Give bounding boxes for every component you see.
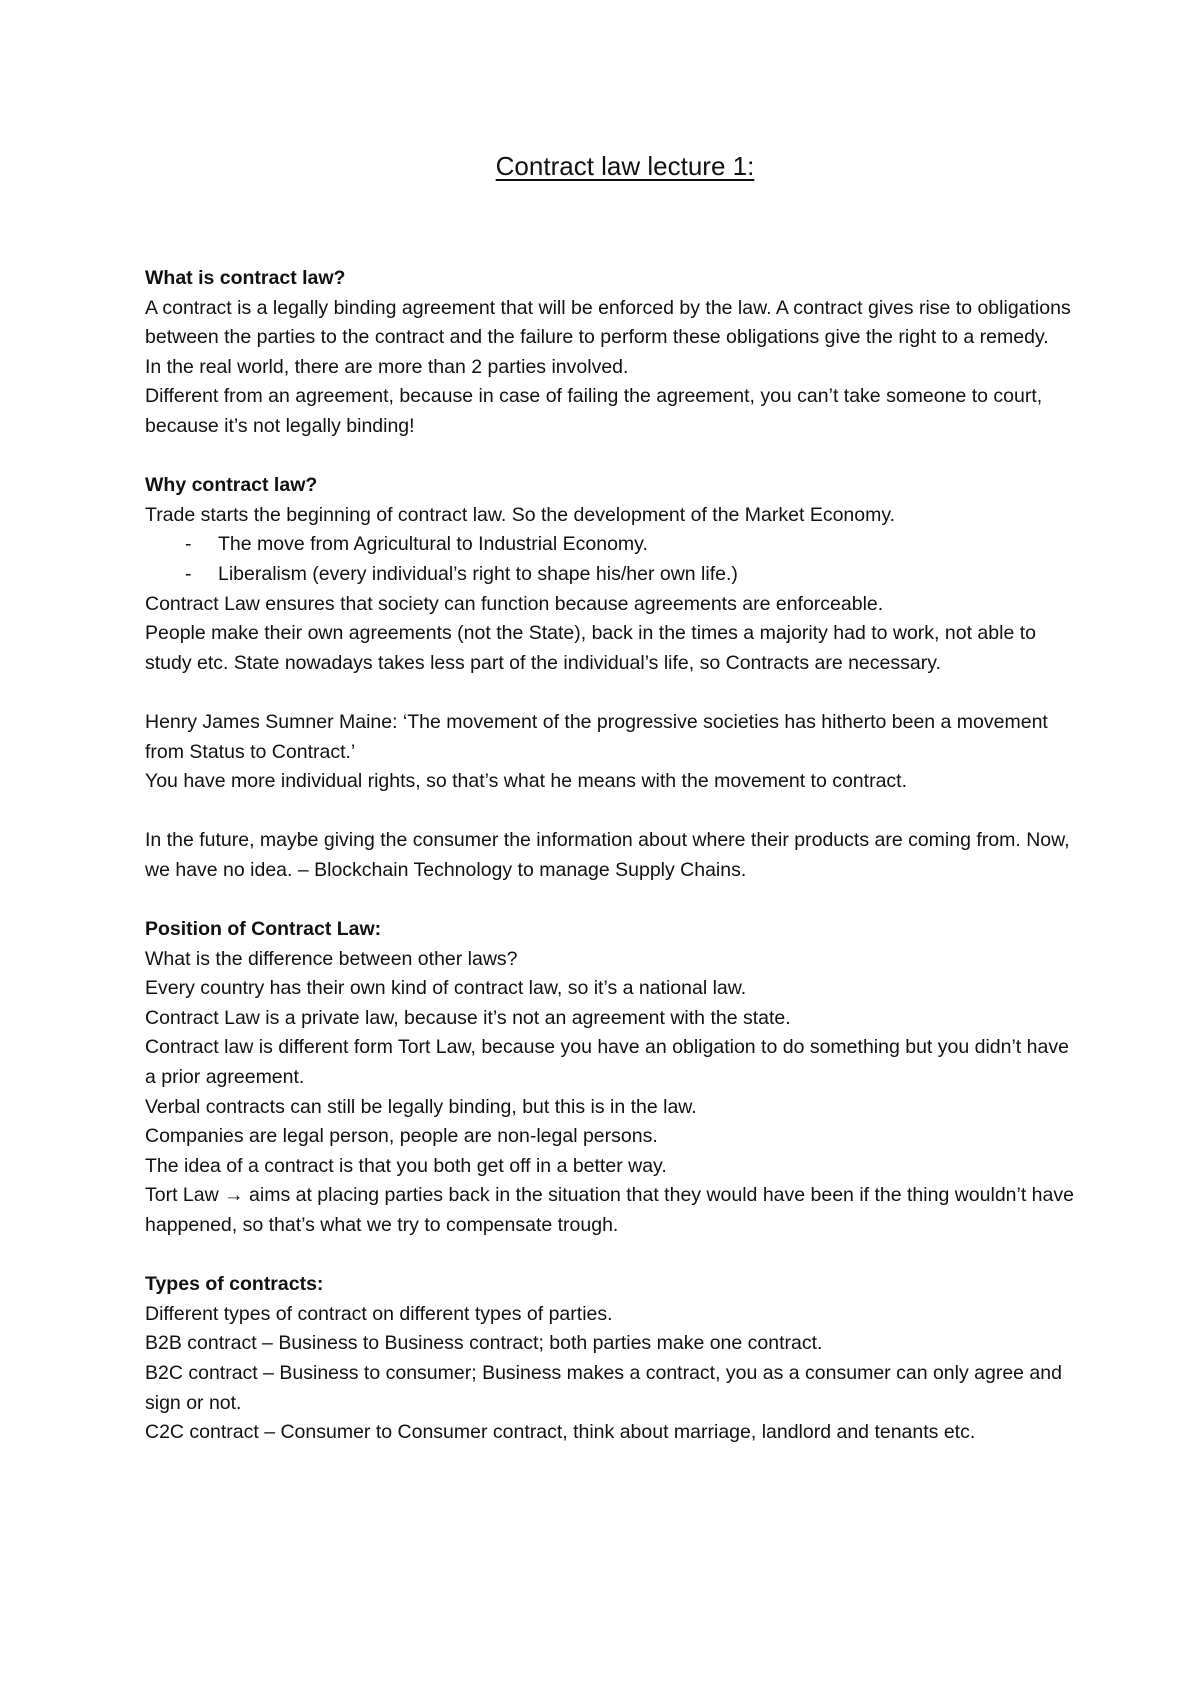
paragraph: Henry James Sumner Maine: ‘The movement of the progressive societies has hitherto been a movement from Status to Contract.’ — [145, 710, 1048, 763]
list-item-text: The move from Agricultural to Industrial Economy. — [218, 533, 648, 556]
paragraph: Companies are legal person, people are non-legal persons. — [145, 1125, 658, 1148]
paragraph: You have more individual rights, so that’s what he means with the movement to contract. — [145, 770, 907, 793]
section-future — [145, 826, 1080, 885]
section-types-of-contracts — [145, 1270, 1080, 1448]
bullet-list — [145, 530, 1080, 589]
paragraph: In the real world, there are more than 2 parties involved. — [145, 355, 629, 378]
paragraph: In the future, maybe giving the consumer the information about where their products are coming from. Now, we have no idea. – Blockchain Technology to manage Supply Chains. — [145, 829, 1070, 881]
paragraph: Different types of contract on different types of parties. — [145, 1302, 613, 1325]
list-item-text: Liberalism (every individual’s right to shape his/her own life.) — [218, 562, 738, 585]
paragraph: A contract is a legally binding agreement that will be enforced by the law. A contract gives rise to obligations between the parties to the contract and the failure to perform these obligations give the right to a remedy. — [145, 296, 1071, 349]
paragraph: Every country has their own kind of contract law, so it’s a national law. — [145, 977, 747, 1000]
paragraph: People make their own agreements (not the State), back in the times a majority had to work, not able to study etc. State nowadays takes less part of the individual’s life, so Contracts are necessary. — [145, 622, 1036, 674]
paragraph: Contract Law ensures that society can function because agreements are enforceable. — [145, 592, 884, 615]
section-heading: Why contract law? — [145, 474, 318, 497]
paragraph: What is the difference between other laws? — [145, 947, 518, 970]
paragraph: C2C contract – Consumer to Consumer contract, think about marriage, landlord and tenants etc. — [145, 1421, 976, 1444]
paragraph: Trade starts the beginning of contract law. So the development of the Market Economy. — [145, 503, 896, 526]
paragraph: Different from an agreement, because in case of failing the agreement, you can’t take someone to court, because it’s not legally binding! — [145, 385, 1043, 437]
section-heading: What is contract law? — [145, 267, 346, 289]
dash-bullet-icon: - — [185, 533, 192, 556]
list-item — [145, 530, 1080, 560]
section-what-is-contract-law — [145, 264, 1080, 442]
section-why-contract-law — [145, 471, 1080, 678]
section-maine-quote — [145, 708, 1080, 797]
paragraph: B2C contract – Business to consumer; Business makes a contract, you as a consumer can only agree and sign or not. — [145, 1361, 1062, 1414]
section-heading: Types of contracts: — [145, 1273, 324, 1296]
paragraph: Tort Law → aims at placing parties back in the situation that they would have been if the thing wouldn’t have happened, so that’s what we try to compensate trough. — [145, 1184, 1074, 1236]
list-item — [145, 560, 1080, 590]
section-position-of-contract-law — [145, 915, 1080, 1241]
paragraph: Contract Law is a private law, because it’s not an agreement with the state. — [145, 1006, 791, 1029]
paragraph: The idea of a contract is that you both get off in a better way. — [145, 1154, 667, 1177]
paragraph: Verbal contracts can still be legally binding, but this is in the law. — [145, 1095, 697, 1118]
paragraph: Contract law is different form Tort Law, because you have an obligation to do something but you didn’t have a prior agreement. — [145, 1036, 1069, 1089]
dash-bullet-icon: - — [185, 562, 192, 585]
section-heading: Position of Contract Law: — [145, 918, 382, 941]
paragraph: B2B contract – Business to Business contract; both parties make one contract. — [145, 1332, 823, 1355]
page-title: Contract law lecture 1: — [495, 151, 755, 181]
